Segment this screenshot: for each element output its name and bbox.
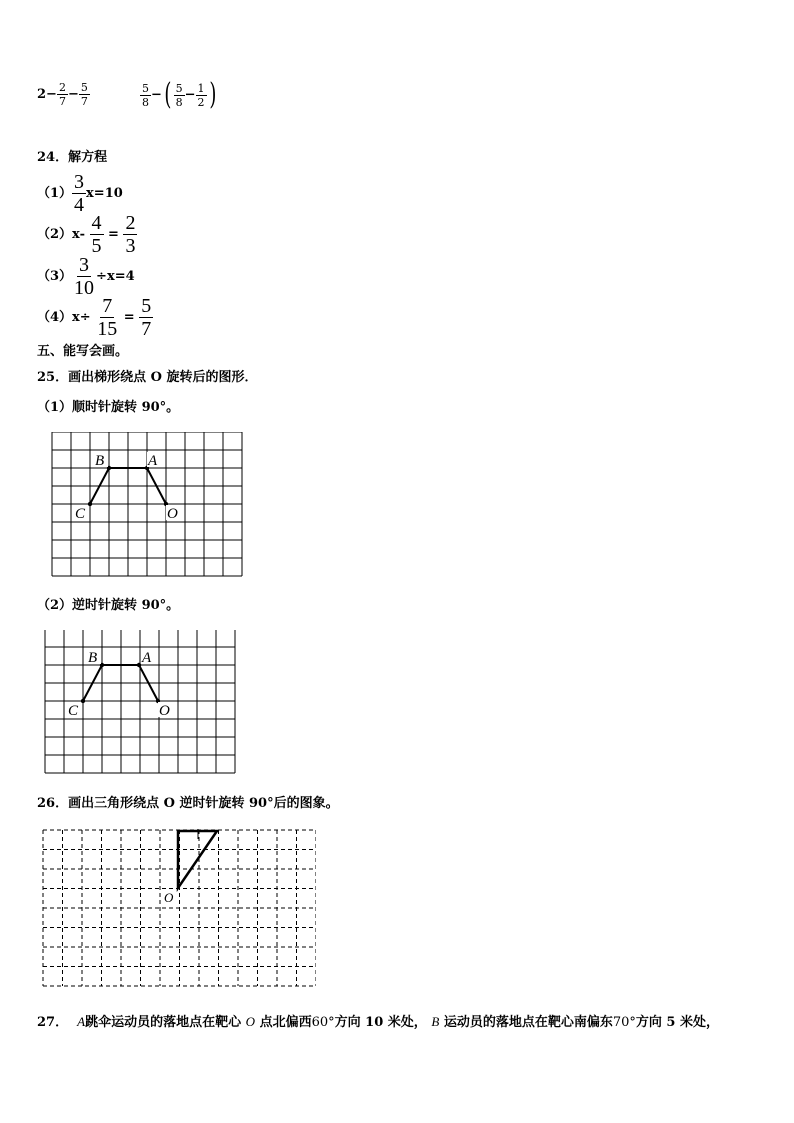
label-b: B (95, 453, 105, 469)
q25-title: 25．画出梯形绕点 O 旋转后的图形． (37, 370, 258, 385)
minus-sign: − (46, 87, 57, 102)
grid-2 (44, 630, 239, 776)
fraction: $\frac{3}{4}$ (74, 171, 85, 216)
section-5-heading: 五、能写会画。 (37, 344, 129, 359)
point-c (88, 502, 92, 506)
fraction: $\frac{4}{5}$ (91, 212, 102, 257)
var-b: B (431, 1014, 440, 1029)
label-b: B (88, 650, 98, 666)
right-paren: ) (208, 77, 216, 112)
label-a: A (148, 453, 158, 469)
minus-sign: − (151, 87, 162, 103)
expression-2 (140, 77, 218, 112)
angle-60: 60° (311, 1015, 335, 1030)
equation-4: （4）x÷ $\frac{7}{15}$ = $\frac{5}{7}$ (37, 295, 152, 340)
label-c: C (75, 506, 86, 522)
q24-title: 24．解方程 (37, 150, 108, 165)
minus-sign: − (184, 87, 196, 103)
var-o: O (245, 1014, 256, 1029)
dashed-grid-lines (43, 830, 316, 986)
fraction: $\frac{2}{3}$ (125, 212, 136, 257)
minus-sign: − (67, 87, 79, 102)
q25-part2: （2）逆时针旋转 90°。 (37, 598, 180, 613)
q26-title: 26．画出三角形绕点 O 逆时针旋转 90°后的图象。 (37, 796, 339, 811)
var-a: A (77, 1014, 86, 1029)
equation-2: （2）x- $\frac{4}{5}$ = $\frac{2}{3}$ (37, 212, 136, 257)
q25-part1: （1）顺时针旋转 90°。 (37, 400, 180, 415)
fraction: $\frac{2}{7}$ (58, 81, 66, 108)
label-a: A (142, 650, 152, 666)
triangle (178, 831, 217, 888)
fraction: $\frac{5}{8}$ (175, 81, 183, 109)
fraction: $\frac{5}{8}$ (142, 81, 149, 109)
label-o: O (159, 703, 170, 719)
whole-number: 2 (37, 87, 47, 102)
expression-1 (37, 82, 90, 107)
label-c: C (68, 703, 79, 719)
fraction: $\frac{5}{7}$ (80, 81, 88, 108)
dashed-grid (42, 829, 316, 987)
fraction: $\frac{5}{7}$ (141, 295, 152, 340)
equation-1: （1） $\frac{3}{4}$ x=10 (37, 171, 123, 216)
left-paren: ( (164, 77, 172, 112)
point-c (81, 699, 85, 703)
fraction: $\frac{1}{2}$ (197, 81, 205, 109)
q27-text: 27． A跳伞运动员的落地点在靶心 O 点北偏西60°方向 10 米处， B 运动员的落地点在靶心南偏东70°方向 5 米处， (37, 1014, 719, 1030)
grid-lines (45, 630, 235, 773)
fraction: $\frac{3}{10}$ (74, 254, 95, 299)
angle-70: 70° (612, 1015, 636, 1030)
grid-1 (50, 432, 245, 578)
label-o: O (167, 506, 178, 522)
label-o: O (164, 890, 174, 905)
equation-3: （3） $\frac{3}{10}$ ÷x=4 (37, 254, 135, 299)
point-a (137, 663, 141, 667)
fraction: $\frac{7}{15}$ (97, 295, 118, 340)
